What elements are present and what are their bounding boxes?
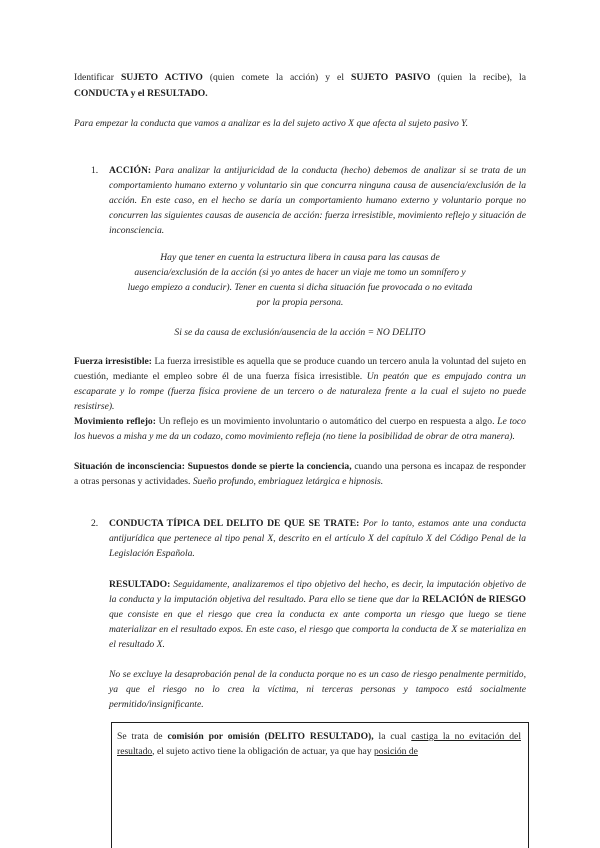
accion-paragraph (109, 163, 526, 238)
no-delito-note: Si se da causa de exclusión/ausencia de la acción = NO DELITO (174, 327, 426, 338)
sujeto-activo-label: SUJETO ACTIVO (120, 72, 203, 83)
inconsciencia-label: Situación de inconsciencia: Supuestos donde se pierte la conciencia, (74, 461, 352, 472)
conducta-tipica-text: Por lo tanto, estamos ante una conducta antijurídica que pertenece al tipo penal X, descrito en el artículo X del capítulo X del Código Penal de la Legislación Española. (109, 518, 527, 559)
comision-omision-label: comisión por omisión (DELITO RESULTADO), (167, 731, 374, 742)
start-paragraph: Para empezar la conducta que vamos a analizar es la del sujeto activo X que afecta al sujeto pasivo Y. (74, 118, 469, 129)
reflejo-example: Le toco los huevos a misha y me da un codazo, como movimiento refleja (no tiene la posibilidad de obrar de otra manera). (74, 416, 526, 442)
box-text: la cual (373, 731, 412, 742)
reflejo-paragraph (74, 414, 526, 444)
reflejo-label: Movimiento reflejo: (74, 416, 156, 427)
fuerza-label: Fuerza irresistible: (74, 356, 152, 367)
box-text: Se trata de (117, 731, 168, 742)
comision-omision-text (117, 729, 521, 759)
accion-text: Para analizar la antijuricidad de la conducta (hecho) debemos de analizar si se trata de un comportamiento humano externo y voluntario sin que concurra ninguna causa de ausencia/exclusión de la acción. En este caso, en el hecho se daría un comportamiento humano externo y voluntario porque no concurren las siguientes causas de ausencia de acción: fuerza irresistible, movimiento reflejo y situación de inconsciencia. (109, 165, 526, 236)
reflejo-text: Un reflejo es un movimiento involuntario o automático del cuerpo en respuesta a algo. (155, 416, 498, 427)
intro-heading-line2 (74, 86, 526, 101)
fuerza-paragraph (74, 354, 526, 414)
no-excluye-paragraph: No se excluye la desaprobación penal de la conducta porque no es un caso de riesgo penalmente permitido, ya que el riesgo no lo crea la víctima, ni terceras personas y tampoco está socialmente permitido/insignificante. (109, 669, 526, 710)
intro-text: (quien la recibe), la (430, 72, 526, 83)
conducta-resultado-label: CONDUCTA y el RESULTADO. (74, 88, 208, 99)
resultado-paragraph (109, 577, 526, 652)
alic-paragraph: Hay que tener en cuenta la estructura libera in causa para las causas de ausencia/exclusión de la acción (si yo antes de hacer un viaje me tomo un somnífero y luego empiezo a conducir). Tener en cuenta si dicha situación fue provocada o no evitada por la propia persona. (127, 252, 473, 308)
item-1-number: 1. (91, 165, 99, 176)
accion-title: ACCIÓN: (109, 165, 152, 176)
inconsciencia-paragraph (74, 459, 526, 489)
inconsciencia-example: Sueño profundo, embriaguez letárgica e hipnosis. (192, 476, 384, 487)
box-text: , el sujeto activo tiene la obligación de actuar, ya que hay (152, 746, 374, 757)
resultado-text: Seguidamente, analizaremos el tipo objetivo del hecho, es decir, la imputación objetivo de la conducta y la imputación objetiva del resultado. Para ello se tiene que dar la (109, 579, 526, 605)
intro-text: (quien comete la acción) y el (202, 72, 352, 83)
resultado-text-2: que consiste en que el riesgo que crea la conducta ex ante comporta un riesgo que luego se tiene materializar en el resultado expos. En este caso, el riesgo que comporta la conducta de X se materializa en el resultado X. (109, 609, 526, 650)
intro-text: Identificar (74, 72, 121, 83)
relacion-riesgo-label: RELACIÓN de RIESGO (422, 594, 526, 605)
sujeto-pasivo-label: SUJETO PASIVO (351, 72, 431, 83)
inconsciencia-text: cuando una persona es incapaz de responder a otras personas y actividades. (74, 461, 526, 487)
castiga-underlined: castiga la no evitación del resultado (117, 731, 521, 757)
conducta-tipica-title: CONDUCTA TÍPICA DEL DELITO DE QUE SE TRATE: (109, 518, 360, 529)
intro-paragraph (74, 70, 526, 85)
item-2-number: 2. (91, 518, 99, 529)
posicion-underlined: posición de (373, 746, 418, 757)
conducta-tipica-paragraph (109, 516, 526, 561)
resultado-label: RESULTADO: (109, 579, 171, 590)
fuerza-example: Un peatón que es empujado contra un escaparate y lo rompe (fuerza física proviene de un tercero o de naturaleza frente a la cual el sujeto no puede resistirse). (74, 371, 526, 412)
fuerza-text: La fuerza irresistible es aquella que se produce cuando un tercero anula la voluntad del sujeto en cuestión, mediante el empleo sobre él de una fuerza física irresistible. (74, 356, 526, 382)
